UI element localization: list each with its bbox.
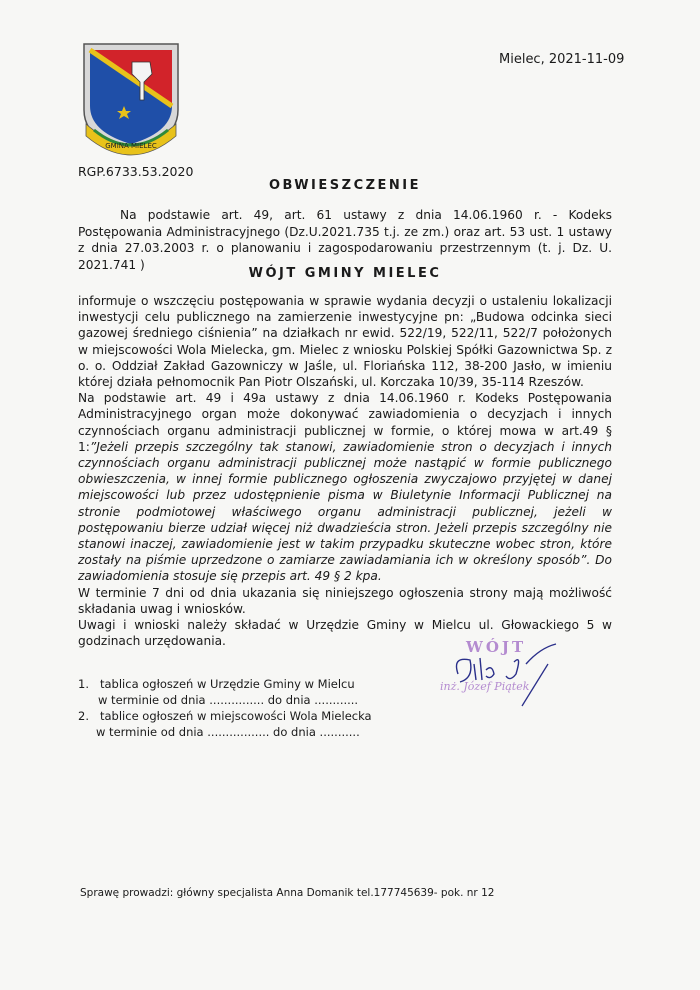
submission-paragraph: Uwagi i wnioski należy składać w Urzędzie Gminy w Mielcu ul. Głowackiego 5 w godzinach urzędowania. — [78, 618, 612, 649]
list-item-number: 1. — [78, 677, 89, 691]
issuer-heading: WÓJT GMINY MIELEC — [248, 266, 442, 281]
reference-number: RGP.6733.53.2020 — [78, 164, 194, 179]
legal-basis-paragraph: Na podstawie art. 49, art. 61 ustawy z dnia 14.06.1960 r. - Kodeks Postępowania Administracyjnego (Dz.U.2021.735 t.j. ze zm.) oraz art. 53 ust. 1 ustawy z dnia 27.03.2003 r. o planowaniu i zagospodarowaniu przestrzennym (t. j. Dz. U. 2021.741 ) — [78, 208, 612, 272]
document-date: Mielec, 2021-11-09 — [499, 52, 625, 67]
notification-paragraph — [78, 390, 612, 584]
distribution-list — [78, 676, 398, 740]
list-item — [78, 708, 398, 724]
list-item-term: w terminie od dnia ................. do dnia ........... — [96, 725, 360, 739]
list-item — [78, 676, 398, 692]
signature-stamp — [430, 634, 580, 714]
stamp-title: WÓJT — [466, 638, 527, 656]
list-item-text: tablica ogłoszeń w Urzędzie Gminy w Mielcu — [100, 677, 355, 691]
investment-paragraph: informuje o wszczęciu postępowania w sprawie wydania decyzji o ustaleniu lokalizacji inwestycji celu publicznego na zamierzenie inwestycyjne pn: „Budowa odcinka sieci gazowej średniego ciśnienia” na działkach nr ewid. 522/19, 522/11, 522/7 położonych w miejscowości Wola Mielecka, gm. Mielec z wniosku Polskiej Spółki Gazownictwa Sp. z o. o. Oddział Zakład Gazowniczy w Jaśle, ul. Floriańska 112, 38-200 Jasło, w imieniu której działa pełnomocnik Pan Piotr Olszański, ul. Korczaka 10/39, 35-114 Rzeszów. — [78, 294, 612, 390]
deadline-paragraph: W terminie 7 dni od dnia ukazania się niniejszego ogłoszenia strony mają możliwość składania uwag i wniosków. — [78, 585, 612, 616]
notification-plain: Na podstawie art. 49 i 49a ustawy z dnia 14.06.1960 r. Kodeks Postępowania Administracyjnego organ może dokonywać zawiadomienia o decyzjach i innych czynnościach organu administracji publicznej w formie, o której mowa w art.49 § 1: — [78, 391, 612, 454]
list-item-term: w terminie od dnia ............... do dnia ............ — [98, 693, 359, 707]
list-item-text: tablice ogłoszeń w miejscowości Wola Mielecka — [100, 709, 372, 723]
quoted-law-text: ”Jeżeli przepis szczególny tak stanowi, zawiadomienie stron o decyzjach i innych czynnościach organu administracji publicznej może nastąpić w formie publicznego obwieszczenia, w innej formie publicznego ogłoszenia zwyczajowo przyjętej w danej miejscowości lub przez udostępnienie pisma w Biuletynie Informacji Publicznej na stronie podmiotowej właściwego organu administracji publicznej, jeżeli w postępowaniu bierze udział więcej niż dwadzieścia stron. Jeżeli przepis szczególny nie stanowi inaczej, zawiadomienie jest w takim przypadku skuteczne wobec stron, które zostały na piśmie uprzedzone o zamiarze zawiadamiania ich w określony sposób”. Do zawiadomienia stosuje się przepis art. 49 § 2 kpa. — [78, 439, 612, 584]
notice-body — [78, 293, 612, 649]
crest-motto: GMINA MIELEC — [105, 142, 157, 150]
coat-of-arms-logo — [80, 40, 182, 158]
case-officer-footer: Sprawę prowadzi: główny specjalista Anna Domanik tel.177745639- pok. nr 12 — [80, 887, 495, 899]
stamp-name: inż. Józef Piątek — [440, 680, 530, 693]
list-item-number: 2. — [78, 709, 89, 723]
notice-title: OBWIESZCZENIE — [268, 178, 422, 193]
